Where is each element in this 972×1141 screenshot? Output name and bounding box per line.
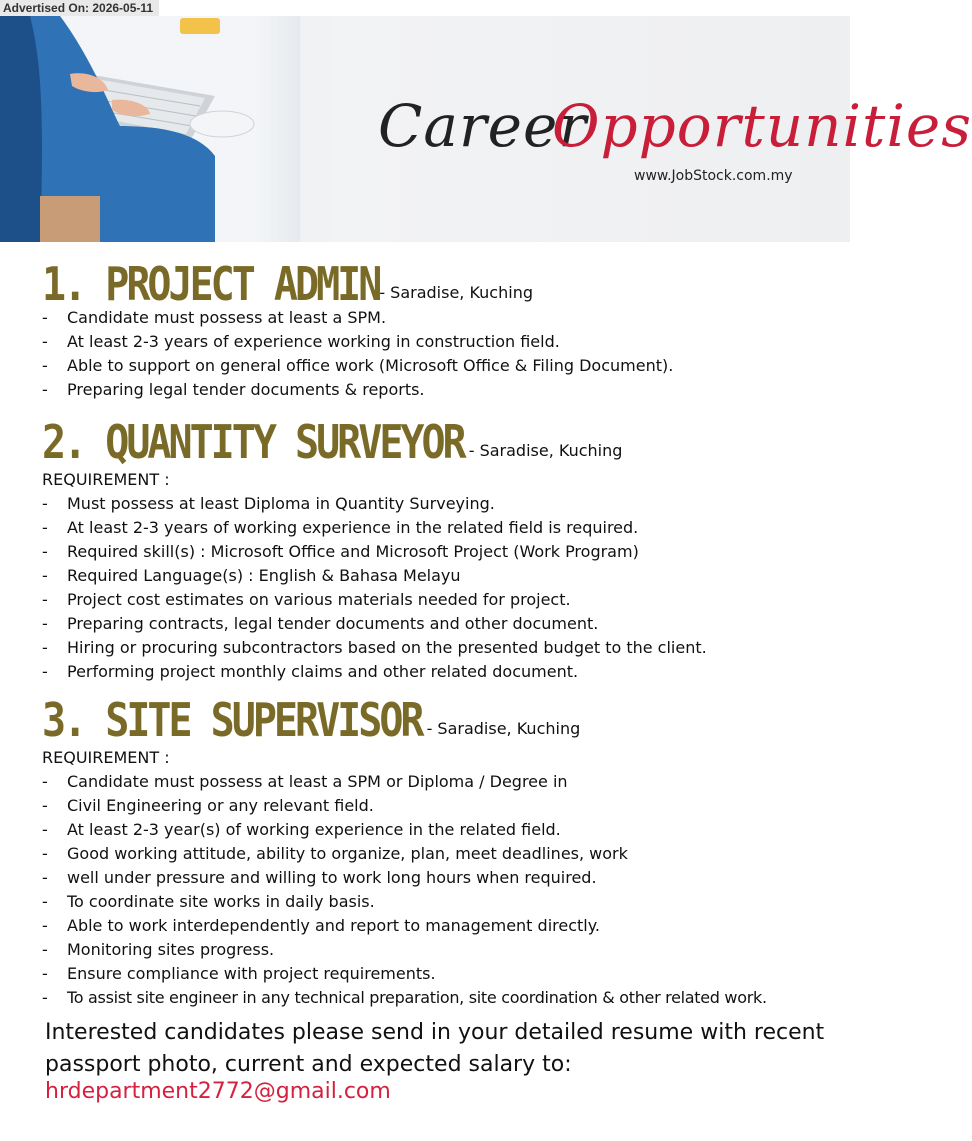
list-item: - At least 2-3 years of working experience in the related field is required. bbox=[42, 518, 639, 537]
website-url: www.JobStock.com.my bbox=[634, 168, 793, 184]
list-item: - Preparing contracts, legal tender documents and other document. bbox=[42, 614, 599, 633]
requirement-list bbox=[42, 770, 767, 1010]
instructions-line-2: passport photo, current and expected salary to: bbox=[45, 1052, 572, 1077]
list-item: - Good working attitude, ability to organize, plan, meet deadlines, work bbox=[42, 844, 628, 863]
list-item: - Performing project monthly claims and other related document. bbox=[42, 662, 579, 681]
list-item: - Required Language(s) : English & Bahasa Melayu bbox=[42, 566, 461, 585]
application-instructions bbox=[45, 1017, 824, 1081]
list-item: - Candidate must possess at least a SPM or Diploma / Degree in bbox=[42, 772, 568, 791]
office-worker-photo bbox=[0, 16, 300, 242]
advertised-date-tag: Advertised On: 2026-05-11 bbox=[0, 0, 159, 16]
requirement-label: REQUIREMENT : bbox=[42, 470, 170, 489]
list-item: - To coordinate site works in daily basis. bbox=[42, 892, 375, 911]
opportunities-heading: Opportunities bbox=[552, 92, 972, 160]
requirement-label: REQUIREMENT : bbox=[42, 748, 170, 767]
job-title: 2. QUANTITY SURVEYOR bbox=[42, 416, 464, 470]
job-location: - Saradise, Kuching bbox=[463, 441, 623, 460]
instructions-line-1: Interested candidates please send in your detailed resume with recent bbox=[45, 1020, 825, 1045]
list-item: - To assist site engineer in any technical preparation, site coordination & other related work. bbox=[42, 988, 767, 1007]
requirement-list bbox=[42, 492, 707, 684]
contact-email-link[interactable]: hrdepartment2772@gmail.com bbox=[45, 1079, 391, 1104]
career-banner bbox=[0, 16, 972, 242]
list-item: - Able to support on general office work (Microsoft Office & Filing Document). bbox=[42, 356, 674, 375]
list-item: - Able to work interdependently and report to management directly. bbox=[42, 916, 600, 935]
list-item: - well under pressure and willing to work long hours when required. bbox=[42, 868, 597, 887]
requirement-list bbox=[42, 306, 673, 402]
list-item: - At least 2-3 year(s) of working experience in the related field. bbox=[42, 820, 561, 839]
job-title: 3. SITE SUPERVISOR bbox=[42, 694, 422, 748]
list-item: - Ensure compliance with project requirements. bbox=[42, 964, 436, 983]
list-item: - At least 2-3 years of experience working in construction field. bbox=[42, 332, 560, 351]
list-item: - Required skill(s) : Microsoft Office and Microsoft Project (Work Program) bbox=[42, 542, 639, 561]
list-item: - Candidate must possess at least a SPM. bbox=[42, 308, 387, 327]
job-title: 1. PROJECT ADMIN bbox=[42, 258, 380, 312]
job-section-project-admin bbox=[42, 258, 674, 402]
list-item: - Project cost estimates on various materials needed for project. bbox=[42, 590, 571, 609]
list-item: - Civil Engineering or any relevant field. bbox=[42, 796, 374, 815]
career-heading: Career bbox=[378, 92, 588, 160]
list-item: - Preparing legal tender documents & reports. bbox=[42, 380, 425, 399]
job-location: - Saradise, Kuching bbox=[379, 283, 533, 302]
job-section-site-supervisor bbox=[42, 694, 767, 1010]
list-item: - Hiring or procuring subcontractors based on the presented budget to the client. bbox=[42, 638, 707, 657]
job-section-quantity-surveyor bbox=[42, 416, 707, 684]
list-item: - Monitoring sites progress. bbox=[42, 940, 275, 959]
list-item: - Must possess at least Diploma in Quantity Surveying. bbox=[42, 494, 495, 513]
job-location: - Saradise, Kuching bbox=[421, 719, 581, 738]
